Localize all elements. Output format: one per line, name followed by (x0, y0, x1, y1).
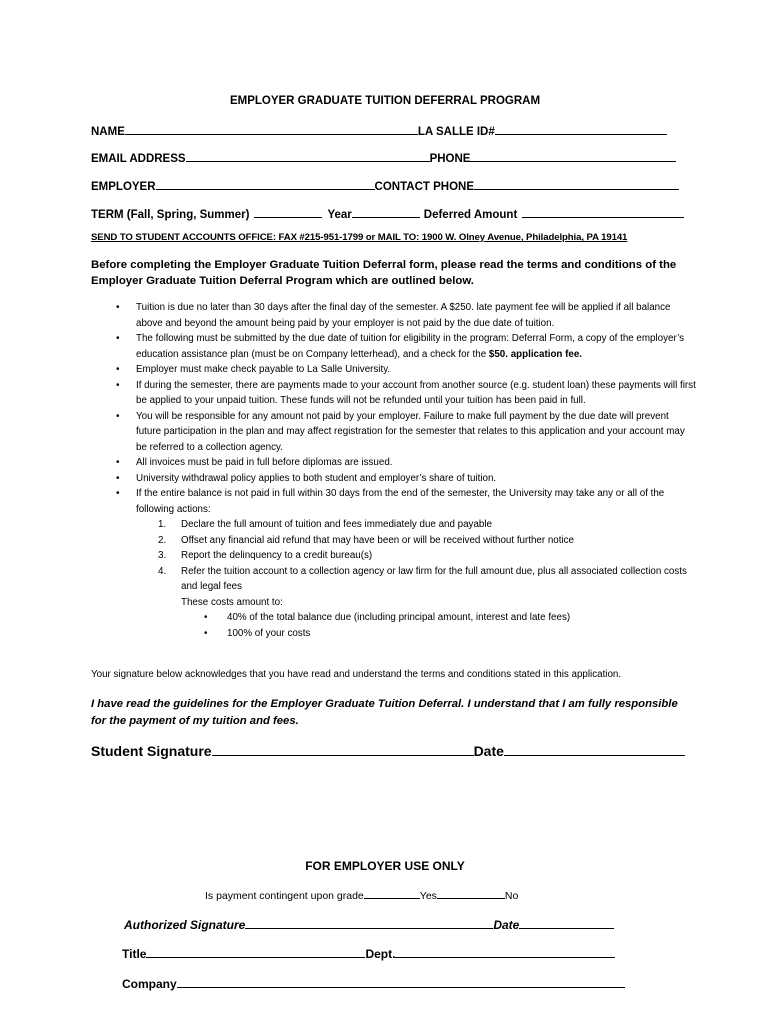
intro-paragraph: Before completing the Employer Graduate Tuition Deferral form, please read the terms and conditions of the Employer Graduate Tuition Deferral Program which are outlined below. (91, 259, 677, 287)
action-number: 3. (158, 550, 167, 561)
action-text: Refer the tuition account to a collection agency or law firm for the full amount due, plus all associated collection costs and legal fees (181, 565, 687, 592)
email-field[interactable] (186, 149, 430, 162)
term-item: • All invoices must be paid in full before diplomas are issued. (136, 455, 696, 471)
deferred-amount-label: Deferred Amount (423, 209, 518, 221)
action-number: 2. (158, 534, 167, 546)
student-signature-row (91, 740, 685, 759)
contingent-label: Is payment contingent upon grade (205, 890, 364, 902)
action-item (136, 564, 696, 595)
date-field[interactable] (504, 740, 685, 756)
contact-phone-field[interactable] (474, 177, 679, 190)
term-item: • If during the semester, there are payments made to your account from another source (e.g. student loan) these payments will first be applied to your unpaid tuition. These funds will not be refunded until your tuition has been paid in full. (136, 378, 696, 409)
term-item: • You will be responsible for any amount not paid by your employer. Failure to make full payment by the due date will prevent future participation in the plan and may affect registration for the semester that relates to this application and your account may be referred to a collection agency. (136, 409, 696, 456)
authorized-signature-row (124, 915, 614, 932)
term-row (91, 205, 684, 221)
employer-use-heading: FOR EMPLOYER USE ONLY (305, 859, 465, 873)
term-item-text: If the entire balance is not paid in full within 30 days from the end of the semester, the University may take any or all of the following actions: (136, 488, 665, 515)
yes-field[interactable] (364, 888, 420, 899)
send-to-instructions: SEND TO STUDENT ACCOUNTS OFFICE: FAX #215-951-1799 or MAIL TO: 1900 W. Olney Avenue, Philadelphia, PA 19141 (91, 232, 628, 243)
lasalle-id-label: LA SALLE ID# (417, 126, 495, 138)
contingent-row (205, 888, 518, 902)
phone-field[interactable] (470, 149, 676, 162)
terms-list (136, 300, 696, 641)
name-label: NAME (91, 126, 125, 138)
authorized-signature-label: Authorized Signature (124, 918, 246, 932)
form-title: EMPLOYER GRADUATE TUITION DEFERRAL PROGRAM (229, 95, 541, 107)
employer-date-label: Date (493, 918, 520, 932)
term-label: TERM (Fall, Spring, Summer) (91, 209, 250, 221)
action-text: Report the delinquency to a credit bureau(s) (181, 550, 373, 561)
name-row (91, 122, 667, 138)
company-label: Company (122, 977, 177, 991)
student-signature-label: Student Signature (91, 743, 212, 759)
title-dept-row (122, 944, 615, 961)
action-item (136, 517, 696, 533)
term-item: • University withdrawal policy applies to both student and employer’s share of tuition. (136, 471, 696, 487)
cost-item: • 40% of the total balance due (including principal amount, interest and late fees) (136, 610, 696, 626)
action-number: 1. (158, 519, 167, 530)
lasalle-id-field[interactable] (495, 122, 667, 135)
email-row (91, 149, 676, 165)
company-field[interactable] (177, 974, 625, 988)
year-label: Year (327, 209, 352, 221)
action-item (136, 533, 696, 549)
actions-list (136, 517, 696, 595)
company-row (122, 974, 625, 991)
contact-phone-label: CONTACT PHONE (374, 181, 474, 193)
no-field[interactable] (437, 888, 505, 899)
term-field[interactable] (254, 205, 322, 218)
yes-label: Yes (419, 890, 437, 902)
employer-field[interactable] (156, 177, 375, 190)
title-label: Title (122, 947, 147, 961)
email-label: EMAIL ADDRESS (91, 153, 186, 165)
deferred-amount-field[interactable] (522, 205, 684, 218)
costs-list (136, 610, 696, 641)
term-item (136, 331, 696, 362)
costs-heading: These costs amount to: (181, 596, 283, 608)
authorized-signature-field[interactable] (245, 915, 493, 929)
name-field[interactable] (125, 122, 418, 135)
title-field[interactable] (146, 944, 365, 958)
no-label: No (504, 890, 519, 902)
phone-label: PHONE (429, 153, 471, 165)
action-number: 4. (158, 565, 167, 577)
date-label: Date (473, 743, 504, 759)
term-item: • Tuition is due no later than 30 days after the final day of the semester. A $250. late payment fee will be applied if all balance above and beyond the amount being paid by your employer is not paid by the due date of tuition. (136, 300, 696, 331)
term-item: • Employer must make check payable to La Salle University. (136, 362, 696, 378)
action-text: Offset any financial aid refund that may have been or will be received without further notice (181, 534, 575, 546)
employer-label: EMPLOYER (91, 181, 156, 193)
dept-field[interactable] (395, 944, 615, 958)
term-item-text: The following must be submitted by the due date of tuition for eligibility in the program: Deferral Form, a copy of the employer’s education assistance plan (must be on Company letterhead), and a check for the (136, 333, 684, 360)
year-field[interactable] (352, 205, 420, 218)
application-fee: $50. application fee. (488, 348, 583, 360)
employer-row (91, 177, 679, 193)
term-item (136, 486, 696, 641)
cost-item: • 100% of your costs (136, 626, 696, 642)
acknowledgement-text: Your signature below acknowledges that you have read and understand the terms and conditions stated in this application. (91, 669, 622, 680)
employer-date-field[interactable] (519, 915, 614, 929)
dept-label: Dept. (365, 947, 396, 961)
action-text: Declare the full amount of tuition and fees immediately due and payable (181, 519, 492, 530)
guidelines-statement: I have read the guidelines for the Employer Graduate Tuition Deferral. I understand that I am fully responsible for the payment of my tuition and fees. (91, 698, 678, 727)
student-signature-field[interactable] (212, 740, 474, 756)
action-item (136, 548, 696, 564)
